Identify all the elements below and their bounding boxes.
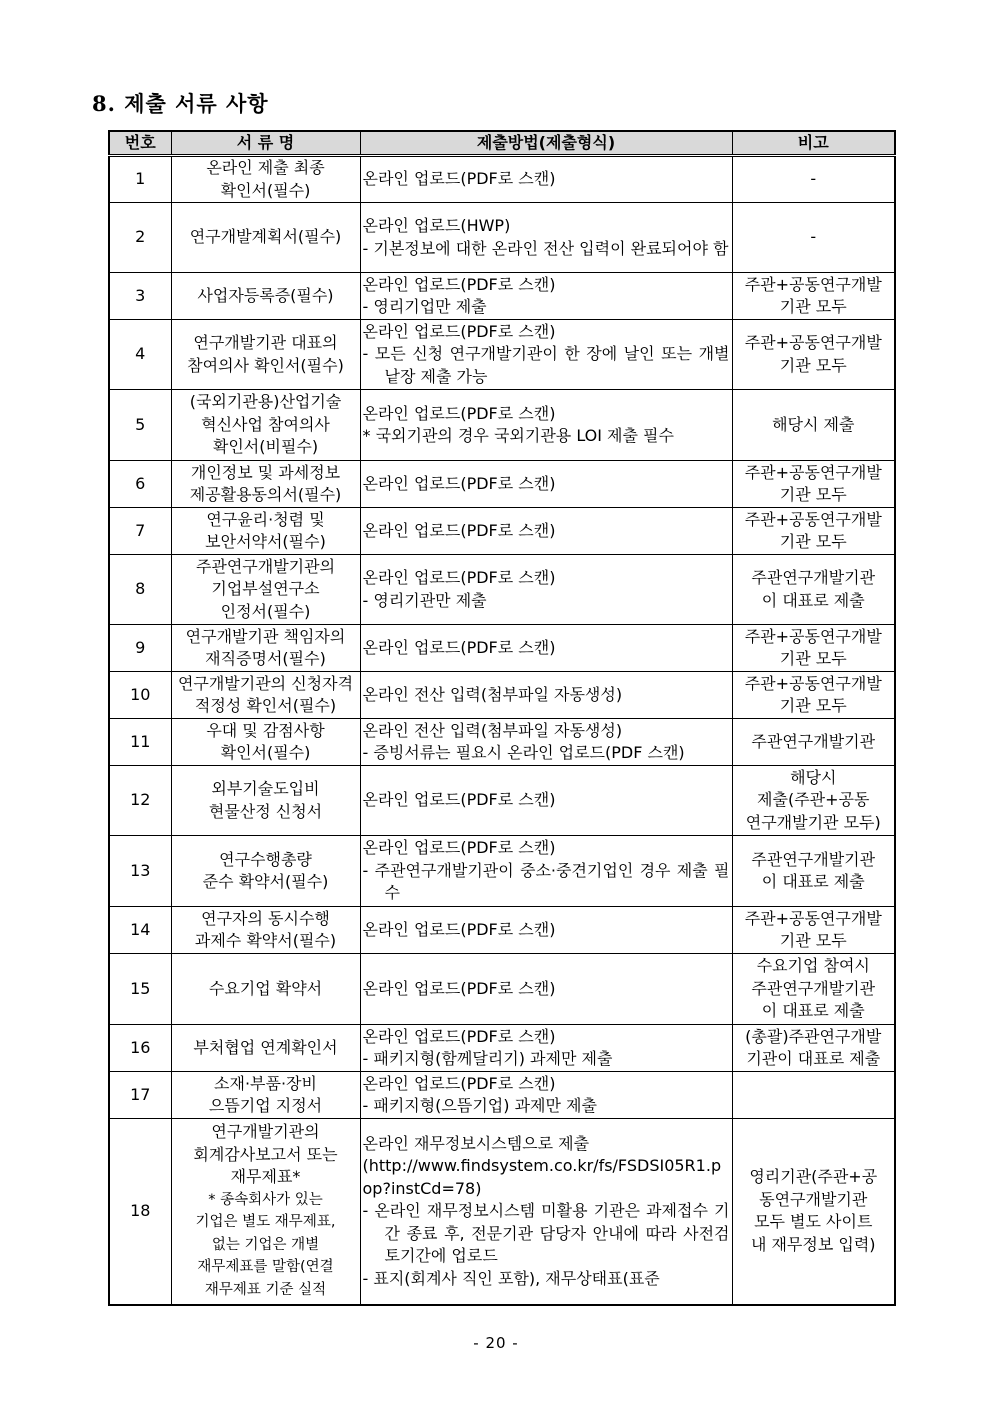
submission-method-line: - 주관연구개발기관이 중소·중견기업인 경우 제출 필수: [362, 860, 730, 903]
document-name-cell: [171, 203, 360, 273]
remarks-cell: [732, 672, 895, 719]
remarks-line: 주관+공동연구개발: [744, 509, 882, 529]
document-name-cell: [171, 461, 360, 508]
document-name-cell: [171, 555, 360, 625]
document-name-line: 연구개발기관의 신청자격: [177, 673, 354, 693]
submission-method-cell: [360, 1025, 732, 1072]
document-name-line: 연구개발기관 대표의: [193, 333, 338, 352]
document-name-line: 우대 및 감점사항: [206, 720, 325, 740]
header-document-name: 서 류 명: [171, 131, 360, 156]
remarks-line: 주관+공동연구개발: [744, 626, 882, 646]
remarks-line: 기관 모두: [779, 649, 847, 668]
document-name-cell: [171, 1072, 360, 1119]
document-name-footnote-line: 기업은 별도 재무제표,: [195, 1214, 336, 1231]
document-name-line: 연구개발계획서(필수): [189, 227, 342, 247]
submission-method-cell: [360, 555, 732, 625]
document-name-cell: [171, 1025, 360, 1072]
table-row: [109, 719, 895, 766]
remarks-cell: [732, 203, 895, 273]
row-number: 16: [109, 1025, 171, 1072]
document-name-line: 제공활용동의서(필수): [189, 485, 342, 504]
document-name-line: (국외기관용)산업기술: [189, 392, 342, 412]
row-number: 11: [109, 719, 171, 766]
table-row: [109, 273, 895, 320]
document-name-line: 연구개발기관의: [211, 1122, 320, 1142]
row-number: 9: [109, 625, 171, 672]
submission-method-line: 온라인 업로드(PDF로 스캔): [362, 1073, 556, 1093]
remarks-line: -: [810, 169, 817, 189]
remarks-line: 기관 모두: [779, 696, 847, 715]
submission-method-line: - 영리기업만 제출: [362, 297, 487, 316]
submission-method-line: 온라인 업로드(PDF로 스캔): [362, 978, 556, 998]
submission-documents-table: [108, 130, 896, 1306]
remarks-line: 기관 모두: [779, 297, 847, 316]
remarks-line: 연구개발기관 모두): [745, 812, 881, 832]
submission-method-cell: [360, 320, 732, 390]
submission-method-line: 온라인 업로드(PDF로 스캔): [362, 790, 556, 810]
submission-method-cell: [360, 203, 732, 273]
row-number: 10: [109, 672, 171, 719]
submission-method-line: - 기본정보에 대한 온라인 전산 입력이 완료되어야 함: [362, 238, 729, 258]
remarks-cell: [732, 954, 895, 1025]
row-number: 12: [109, 766, 171, 836]
table-row: [109, 907, 895, 954]
table-row: [109, 1119, 895, 1305]
document-name-line: 재직증명서(필수): [205, 649, 326, 668]
page-number: - 20 -: [473, 1334, 519, 1352]
remarks-cell: [732, 555, 895, 625]
document-name-line: 연구윤리·청렴 및: [206, 509, 325, 529]
table-row: [109, 766, 895, 836]
document-name-cell: [171, 273, 360, 320]
table-row: [109, 156, 895, 203]
document-name-line: 부처협업 연계확인서: [193, 1037, 338, 1057]
document-name-line: 연구수행총량: [219, 849, 312, 869]
submission-method-line: 온라인 전산 입력(첨부파일 자동생성): [362, 720, 623, 740]
table-row: [109, 555, 895, 625]
submission-method-cell: [360, 273, 732, 320]
remarks-line: 주관+공동연구개발: [744, 673, 882, 693]
remarks-line: 주관+공동연구개발: [744, 908, 882, 928]
document-name-line: 수요기업 확약서: [208, 978, 323, 998]
submission-method-line: 온라인 업로드(PDF로 스캔): [362, 568, 556, 587]
document-name-footnote-line: 없는 기업은 개별: [211, 1236, 320, 1253]
header-submission-method: 제출방법(제출형식): [360, 131, 732, 156]
table-row: [109, 508, 895, 555]
submission-method-line: 온라인 업로드(PDF로 스캔): [362, 321, 556, 341]
document-name-footnote-line: 재무제표 기준 실적: [204, 1281, 327, 1298]
submission-method-line: 온라인 업로드(PDF로 스캔): [362, 169, 556, 189]
remarks-line: 기관 모두: [779, 355, 847, 375]
remarks-cell: [732, 766, 895, 836]
remarks-cell: [732, 273, 895, 320]
submission-method-cell: [360, 672, 732, 719]
document-name-line: 현물산정 신청서: [208, 801, 323, 821]
document-name-line: 연구개발기관 책임자의: [185, 626, 346, 646]
remarks-line: 주관연구개발기관: [751, 568, 876, 587]
submission-method-line: - 모든 신청 연구개발기관이 한 장에 날인 또는 개별 낱장 제출 가능: [362, 344, 730, 386]
document-name-line: 확인서(필수): [220, 180, 311, 200]
remarks-line: -: [810, 227, 817, 247]
row-number: 5: [109, 390, 171, 461]
table-row: [109, 1072, 895, 1119]
document-name-line: 회계감사보고서 또는: [193, 1144, 338, 1164]
submission-method-cell: [360, 508, 732, 555]
document-name-line: 재무제표*: [230, 1167, 301, 1187]
row-number: 17: [109, 1072, 171, 1119]
remarks-line: 기관 모두: [779, 485, 847, 504]
row-number: 3: [109, 273, 171, 320]
submission-method-cell: [360, 625, 732, 672]
remarks-cell: [732, 1072, 895, 1119]
row-number: 15: [109, 954, 171, 1025]
document-name-line: 보안서약서(필수): [205, 532, 326, 551]
remarks-cell: [732, 1119, 895, 1305]
table-row: [109, 390, 895, 461]
document-name-cell: [171, 954, 360, 1025]
submission-method-line: 온라인 업로드(HWP): [362, 216, 511, 235]
remarks-line: 영리기관(주관+공: [749, 1167, 878, 1187]
table-row: [109, 1025, 895, 1072]
remarks-cell: [732, 907, 895, 954]
submission-method-line: - 영리기관만 제출: [362, 590, 487, 610]
table-row: [109, 320, 895, 390]
submission-method-cell: [360, 156, 732, 203]
submission-method-line: - 증빙서류는 필요시 온라인 업로드(PDF 스캔): [362, 743, 685, 762]
remarks-line: 기관이 대표로 제출: [746, 1049, 881, 1068]
remarks-line: 이 대표로 제출: [761, 590, 865, 610]
document-name-line: 주관연구개발기관의: [195, 556, 336, 576]
remarks-cell: [732, 156, 895, 203]
header-remarks: 비고: [732, 131, 895, 156]
document-name-line: 으뜸기업 지정서: [208, 1096, 323, 1115]
remarks-line: 동연구개발기관: [759, 1189, 868, 1209]
document-name-cell: [171, 508, 360, 555]
document-name-line: 개인정보 및 과세정보: [190, 462, 341, 482]
document-name-cell: [171, 766, 360, 836]
submission-method-cell: [360, 766, 732, 836]
submission-method-line: 온라인 업로드(PDF로 스캔): [362, 637, 556, 657]
submission-method-cell: [360, 390, 732, 461]
submission-method-cell: [360, 719, 732, 766]
remarks-cell: [732, 1025, 895, 1072]
submission-method-line: - 패키지형(으뜸기업) 과제만 제출: [362, 1096, 597, 1115]
table-row: [109, 461, 895, 508]
document-name-line: 혁신사업 참여의사: [201, 414, 330, 434]
submission-method-cell: [360, 954, 732, 1025]
remarks-cell: [732, 461, 895, 508]
remarks-line: 주관+공동연구개발: [744, 274, 882, 294]
header-number: 번호: [109, 131, 171, 156]
document-name-line: 온라인 제출 최종: [206, 158, 325, 177]
remarks-line: 주관+공동연구개발: [744, 333, 882, 352]
submission-method-cell: [360, 461, 732, 508]
submission-method-cell: [360, 1072, 732, 1119]
submission-method-line: - 패키지형(함께달리기) 과제만 제출: [362, 1049, 613, 1068]
remarks-line: (총괄)주관연구개발: [745, 1026, 882, 1046]
submission-method-line: 온라인 업로드(PDF로 스캔): [362, 520, 556, 540]
submission-method-line: 온라인 업로드(PDF로 스캔): [362, 838, 556, 858]
submission-method-line: - 온라인 재무정보시스템 미활용 기관은 과제접수 기간 종료 후, 전문기관 담당자 안내에 따라 사전검토기간에 업로드: [362, 1201, 730, 1265]
row-number: 6: [109, 461, 171, 508]
submission-method-line: 온라인 업로드(PDF로 스캔): [362, 403, 556, 423]
submission-method-cell: [360, 1119, 732, 1305]
remarks-line: 수요기업 참여시: [756, 956, 870, 976]
submission-method-line: * 국외기관의 경우 국외기관용 LOI 제출 필수: [362, 426, 674, 445]
remarks-line: 해당시: [790, 767, 837, 787]
remarks-line: 이 대표로 제출: [761, 1001, 865, 1021]
document-name-footnote-line: 재무제표를 말함(연결: [197, 1259, 334, 1276]
submission-method-line: - 표지(회계사 직인 포함), 재무상태표(표준: [362, 1268, 660, 1288]
table-row: [109, 203, 895, 273]
document-name-line: 적정성 확인서(필수): [194, 696, 337, 715]
row-number: 2: [109, 203, 171, 273]
table-row: [109, 625, 895, 672]
remarks-cell: [732, 625, 895, 672]
remarks-cell: [732, 390, 895, 461]
remarks-line: 주관연구개발기관: [751, 849, 876, 869]
row-number: 13: [109, 836, 171, 907]
remarks-line: 해당시 제출: [772, 414, 855, 434]
table-row: [109, 836, 895, 907]
document-name-line: 확인서(필수): [220, 743, 311, 762]
document-name-line: 외부기술도입비: [211, 779, 320, 798]
document-name-line: 확인서(비필수): [212, 437, 319, 457]
table-row: [109, 672, 895, 719]
document-name-cell: [171, 625, 360, 672]
remarks-cell: [732, 836, 895, 907]
table-row: [109, 954, 895, 1025]
document-name-line: 참여의사 확인서(필수): [187, 355, 344, 375]
row-number: 8: [109, 555, 171, 625]
remarks-cell: [732, 719, 895, 766]
document-name-line: 준수 확약서(필수): [202, 872, 329, 891]
row-number: 4: [109, 320, 171, 390]
remarks-cell: [732, 508, 895, 555]
document-name-line: 연구자의 동시수행: [201, 908, 330, 928]
submission-method-cell: [360, 907, 732, 954]
submission-method-line: 온라인 전산 입력(첨부파일 자동생성): [362, 684, 623, 704]
table-header-row: [109, 131, 895, 156]
document-name-line: 과제수 확약서(필수): [194, 931, 337, 950]
row-number: 7: [109, 508, 171, 555]
submission-method-line: 온라인 업로드(PDF로 스캔): [362, 1026, 556, 1046]
row-number: 1: [109, 156, 171, 203]
remarks-line: 주관연구개발기관: [751, 978, 876, 998]
row-number: 14: [109, 907, 171, 954]
document-name-cell: [171, 390, 360, 461]
document-name-cell: [171, 672, 360, 719]
remarks-line: 모두 별도 사이트: [754, 1212, 873, 1232]
document-name-cell: [171, 907, 360, 954]
submission-method-line: 온라인 재무정보시스템으로 제출: [362, 1133, 590, 1153]
remarks-line: 주관+공동연구개발: [744, 462, 882, 482]
submission-method-line: 온라인 업로드(PDF로 스캔): [362, 473, 556, 493]
document-name-line: 소재·부품·장비: [214, 1073, 317, 1093]
submission-method-cell: [360, 836, 732, 907]
section-heading: 8. 제출 서류 사항: [92, 91, 269, 116]
remarks-cell: [732, 320, 895, 390]
document-name-line: 인정서(필수): [220, 601, 311, 621]
document-name-cell: [171, 1119, 360, 1305]
submission-method-line: 온라인 업로드(PDF로 스캔): [362, 919, 556, 939]
remarks-line: 주관연구개발기관: [751, 731, 876, 751]
table-body: [109, 156, 895, 1305]
document-name-cell: [171, 156, 360, 203]
document-name-cell: [171, 836, 360, 907]
document-name-cell: [171, 719, 360, 766]
row-number: 18: [109, 1119, 171, 1305]
submission-method-line: (http://www.findsystem.co.kr/fs/FSDSI05R1.pop?instCd=78): [362, 1156, 722, 1198]
document-name-footnote-line: * 종속회사가 있는: [208, 1191, 323, 1208]
remarks-line: 제출(주관+공동: [757, 790, 870, 810]
remarks-line: 기관 모두: [779, 931, 847, 950]
document-name-line: 사업자등록증(필수): [197, 285, 334, 305]
document-name-line: 기업부설연구소: [211, 579, 320, 599]
submission-method-line: 온라인 업로드(PDF로 스캔): [362, 274, 556, 294]
document-name-cell: [171, 320, 360, 390]
remarks-line: 내 재무정보 입력): [750, 1234, 876, 1254]
remarks-line: 이 대표로 제출: [761, 872, 865, 891]
remarks-line: 기관 모두: [779, 532, 847, 551]
